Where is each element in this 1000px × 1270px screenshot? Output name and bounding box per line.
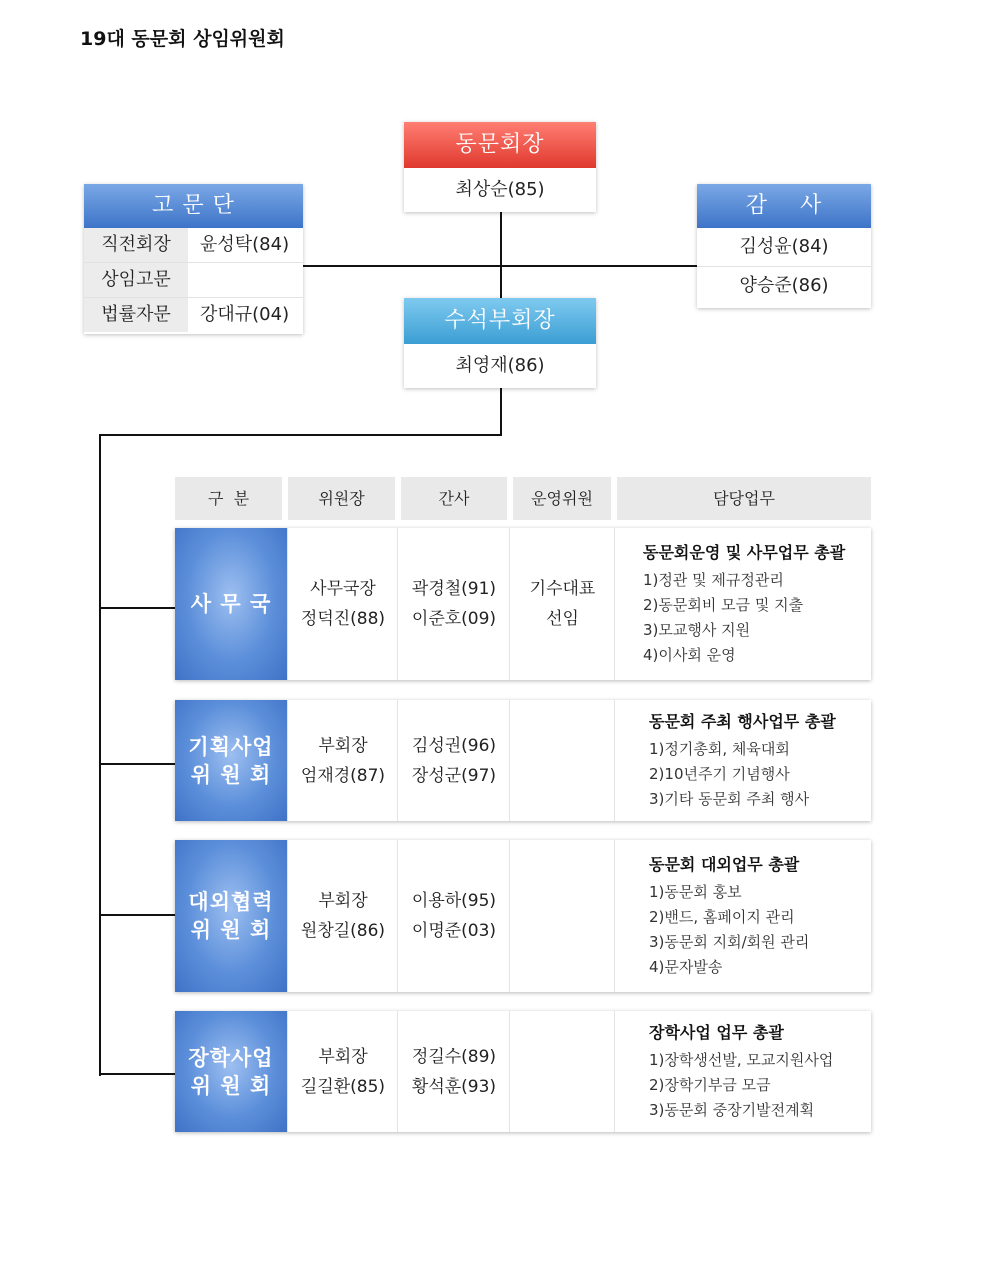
header-duties: 담당업무 [617, 477, 871, 520]
duty-title: 장학사업 업무 총괄 [649, 1023, 784, 1042]
members-cell [509, 1011, 615, 1132]
advisor-label: 법률자문 [84, 298, 188, 332]
advisor-label: 상임고문 [84, 263, 188, 297]
division-label: 기획사업 [188, 734, 274, 759]
member-text: 기수대표 [529, 579, 596, 599]
member-text: 선임 [546, 609, 579, 629]
secretary-name: 이용하(95) [411, 891, 497, 911]
duty-item: 2)장학기부금 모금 [649, 1076, 771, 1094]
advisor-value: 강대규(04) [200, 304, 290, 325]
secretary-name: 장성군(97) [411, 765, 497, 786]
table-row [175, 700, 871, 821]
secretary-cell [397, 700, 510, 821]
page-title: 19대 동문회 상임위원회 [80, 28, 285, 50]
connector-horizontal-top [302, 265, 698, 267]
duty-item: 1)장학생선발, 모교지원사업 [649, 1051, 834, 1069]
table-row [175, 1011, 871, 1132]
chair-name: 길길환(85) [300, 1076, 386, 1097]
duty-item: 1)동문회 홍보 [649, 883, 742, 901]
chair-role: 사무국장 [310, 579, 376, 599]
duty-item: 3)동문회 중장기발전계획 [649, 1101, 815, 1119]
president-title: 동문회장 [404, 122, 596, 168]
chair-cell [287, 700, 398, 821]
members-cell [509, 840, 615, 992]
auditors-title: 감 사 [697, 184, 871, 228]
header-division: 구 분 [175, 477, 282, 520]
advisor-row [84, 262, 303, 297]
division-cell [175, 700, 287, 821]
members-cell [509, 528, 615, 680]
chair-name: 원창길(86) [300, 921, 386, 941]
chair-name: 엄재경(87) [300, 765, 386, 786]
chair-role: 부회장 [318, 1046, 368, 1067]
duty-item: 4)문자발송 [649, 958, 723, 976]
president-box [404, 122, 596, 212]
division-cell [175, 840, 287, 992]
duty-item: 3)모교행사 지원 [643, 621, 751, 639]
chair-role: 부회장 [318, 891, 368, 911]
header-members: 운영위원 [513, 477, 611, 520]
duty-item: 1)정기총회, 체육대회 [649, 740, 790, 758]
table-row [175, 840, 871, 992]
connector-vp-left [99, 434, 502, 436]
advisor-label: 직전회장 [84, 228, 188, 262]
chair-role: 부회장 [318, 735, 368, 756]
duty-item: 3)동문회 지회/회원 관리 [649, 933, 810, 951]
senior-vp-name: 최영재(86) [455, 355, 545, 376]
advisors-box [84, 184, 303, 334]
chair-cell [287, 528, 398, 680]
connector-trunk [99, 434, 101, 1076]
duties-cell [614, 700, 871, 821]
duty-item: 2)10년주기 기념행사 [649, 765, 790, 783]
connector-branch-2 [99, 763, 175, 765]
secretary-name: 황석훈(93) [411, 1076, 497, 1097]
connector-president-down [500, 212, 502, 300]
connector-vp-down [500, 388, 502, 436]
division-label: 위 원 회 [190, 762, 272, 787]
auditor-name: 김성윤(84) [739, 236, 829, 257]
senior-vp-box [404, 298, 596, 388]
header-secretary: 간사 [401, 477, 507, 520]
advisor-row [84, 228, 303, 262]
auditors-box [697, 184, 871, 308]
secretary-name: 정길수(89) [411, 1046, 497, 1067]
advisor-value: 윤성탁(84) [200, 234, 290, 255]
division-label: 장학사업 [188, 1045, 274, 1070]
senior-vp-title: 수석부회장 [404, 298, 596, 344]
secretary-cell [397, 840, 510, 992]
auditor-name: 양승준(86) [697, 266, 871, 305]
division-label: 사 무 국 [190, 592, 272, 616]
duty-item: 1)정관 및 제규정관리 [643, 571, 784, 589]
chair-name: 정덕진(88) [300, 609, 386, 629]
table-row [175, 528, 871, 680]
secretary-cell [397, 1011, 510, 1132]
duty-title: 동문회운영 및 사무업무 총괄 [643, 543, 846, 562]
duty-item: 3)기타 동문회 주최 행사 [649, 790, 810, 808]
duty-title: 동문회 대외업무 총괄 [649, 855, 800, 874]
division-cell [175, 528, 287, 680]
duty-item: 2)동문회비 모금 및 지출 [643, 596, 804, 614]
connector-branch-4 [99, 1073, 175, 1075]
connector-branch-3 [99, 914, 175, 916]
secretary-name: 김성권(96) [411, 735, 497, 756]
secretary-name: 이준호(09) [411, 609, 497, 629]
duty-item: 2)밴드, 홈페이지 관리 [649, 908, 795, 926]
secretary-name: 이명준(03) [411, 921, 497, 941]
duties-cell [614, 1011, 871, 1132]
division-cell [175, 1011, 287, 1132]
division-label: 대외협력 [188, 890, 274, 914]
header-chair: 위원장 [288, 477, 395, 520]
duties-cell [614, 840, 871, 992]
connector-branch-1 [99, 607, 175, 609]
advisors-title: 고 문 단 [84, 184, 303, 228]
secretary-name: 곽경철(91) [411, 579, 497, 599]
secretary-cell [397, 528, 510, 680]
advisor-row [84, 297, 303, 332]
chair-cell [287, 840, 398, 992]
division-label: 위 원 회 [190, 1073, 272, 1098]
president-name: 최상순(85) [455, 179, 545, 200]
advisor-value [188, 263, 303, 297]
duties-cell [614, 528, 871, 680]
duty-item: 4)이사회 운영 [643, 646, 736, 664]
members-cell [509, 700, 615, 821]
division-label: 위 원 회 [190, 918, 272, 942]
chair-cell [287, 1011, 398, 1132]
duty-title: 동문회 주최 행사업무 총괄 [649, 712, 836, 731]
